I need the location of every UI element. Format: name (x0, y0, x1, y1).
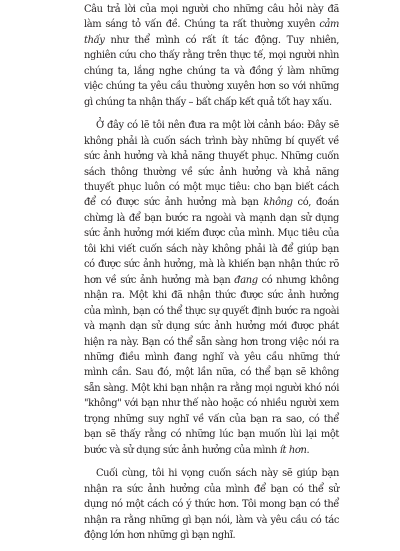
text-segment: như thể mình có rất ít tác động. Tuy nhiên, nghiên cứu cho thấy rằng trên thực tế, mọi người nhìn chúng ta, lắng nghe chúng ta và đồng ý làm những việc chúng ta yêu cầu thường xuyên hơn so với những gì chúng ta nhận thấy – bất chấp kết quả tốt hay xấu. (84, 34, 339, 108)
text-segment: Cuối cùng, tôi hi vọng cuốn sách này sẽ giúp bạn nhận ra sức ảnh hưởng của mình để bạn có thể sử dụng nó một cách có ý thức hơn. Tôi mong bạn có thể nhận ra rằng những gì bạn nói, làm và yêu cầu có tác động lớn hơn những gì bạn nghĩ. (84, 468, 339, 541)
text-segment: có, đoán chừng là để bạn bước ra ngoài và mạnh dạn sử dụng sức ảnh hưởng mới kiếm được của mình. Mục tiêu của tôi khi viết cuốn sách này không phải là để giúp bạn có được sức ảnh hưởng, mà là khiến bạn nhận thức rõ hơn về sức ảnh hưởng mà bạn (84, 197, 339, 286)
italic-text: cảm thấy (84, 19, 339, 46)
body-text (84, 2, 339, 551)
text-segment: Câu trả lời của mọi người cho những câu hỏi này đã làm sáng tỏ vấn đề. Chúng ta rất thường xuyên (84, 4, 339, 31)
text-segment: Ở đây có lẽ tôi nên đưa ra một lời cảnh báo: Đây sẽ không phải là cuốn sách trình bày những bí quyết về sức ảnh hưởng và khả năng thuyết phục. Những cuốn sách thông thường về sức ảnh hưởng và khả năng thuyết phục luôn có một mục tiêu: cho bạn biết cách để có được sức ảnh hưởng mà bạn (84, 120, 339, 209)
paragraph (84, 2, 339, 110)
text-segment: . (306, 444, 310, 456)
italic-text: không (263, 197, 293, 209)
paragraph (84, 118, 339, 458)
text-segment: có nhưng không nhận ra. Một khi đã nhận thức được sức ảnh hưởng của mình, bạn có thể thực sự quyết định bước ra ngoài và mạnh dạn sử dụng sức ảnh hưởng mới được phát hiện ra này. Bạn có thể sẵn sàng hơn trong việc nói ra những điều mình đang nghĩ và yêu cầu những thứ mình cần. Sau đó, một lần nữa, có thể bạn sẽ không sẵn sàng. Một khi bạn nhận ra rằng mọi người khó nói "không" với bạn như thế nào hoặc có nhiều người xem trọng những suy nghĩ về vấn của bạn ra sao, có thể bạn sẽ thấy rằng có những lúc bạn muốn lùi lại một bước và sử dụng sức ảnh hưởng của mình (84, 274, 339, 456)
italic-text: đang (234, 274, 258, 286)
paragraph (84, 466, 339, 543)
italic-text: ít hơn (279, 444, 307, 456)
